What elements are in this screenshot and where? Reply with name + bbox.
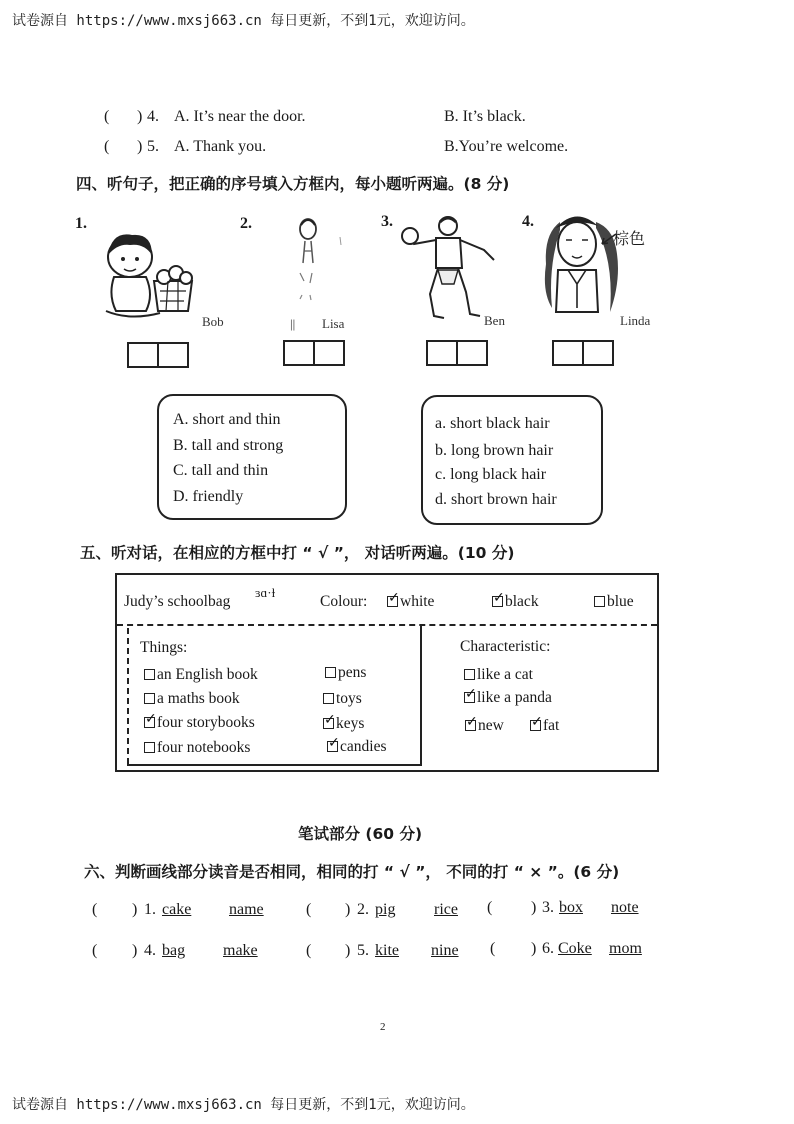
footer-text: 试卷源自 https://www.mxsj663.cn 每日更新，不到1元，欢迎访问。 [12, 1097, 475, 1113]
part5-title: 五、听对话，在相应的方框中打 “ √ ”， 对话听两遍。(10 分) [80, 544, 515, 562]
answer-paren-open: ( [487, 899, 493, 916]
answer-box-pair-2[interactable] [283, 340, 345, 366]
header-text: 试卷源自 https://www.mxsj663.cn 每日更新，不到1元，欢迎访问。 [12, 13, 475, 29]
answer-paren-open: ( [104, 138, 110, 155]
checkbox-label: four notebooks [157, 739, 251, 756]
checkbox-label: a maths book [157, 690, 240, 707]
option-item: c. long black hair [435, 466, 547, 483]
answer-paren-open: ( [490, 940, 496, 957]
hair-options-box [421, 395, 603, 525]
checkbox[interactable] [465, 720, 476, 731]
option-item: B. tall and strong [173, 436, 284, 454]
ben-picture [400, 212, 500, 327]
question-number: 1. [144, 901, 156, 918]
word: bag [162, 942, 186, 959]
checkbox-label: blue [607, 593, 634, 610]
option-item: D. friendly [173, 487, 244, 505]
checkbox[interactable] [387, 596, 398, 607]
part6-title: 六、判断画线部分读音是否相同，相同的打 “ √ ”， 不同的打 “ × ”。(6 分) [84, 863, 620, 881]
thing-notebooks[interactable] [144, 739, 250, 757]
checkbox[interactable] [327, 741, 338, 752]
checkbox-label: pens [338, 664, 367, 681]
answer-box[interactable] [426, 340, 458, 366]
characteristic-label: Characteristic: [460, 638, 551, 655]
question-number: 5. [147, 138, 159, 155]
colour-label: Colour: [320, 593, 368, 610]
option-item: C. tall and thin [173, 462, 269, 479]
checkbox-label: keys [336, 715, 365, 732]
checkbox-label: black [505, 593, 539, 610]
word: cake [162, 901, 192, 918]
bob-picture [100, 225, 210, 325]
answer-box-pair-4[interactable] [552, 340, 614, 366]
char-like-cat[interactable] [464, 666, 533, 684]
checkbox-label: white [400, 593, 435, 610]
bob-label: Bob [202, 314, 224, 329]
answer-box[interactable] [313, 340, 345, 366]
lisa-picture [288, 215, 348, 325]
checkbox-label: four storybooks [157, 714, 255, 731]
body-options-box [157, 394, 347, 520]
answer-paren-close: ) [132, 942, 138, 959]
option-a: A. It’s near the door. [174, 108, 306, 125]
checkbox[interactable] [492, 596, 503, 607]
page-number: 2 [380, 1021, 386, 1033]
thing-english-book[interactable] [144, 666, 258, 684]
checkbox[interactable] [530, 720, 541, 731]
answer-paren-close: ) [132, 901, 138, 918]
word: box [559, 899, 583, 916]
word: rice [434, 901, 458, 918]
answer-box[interactable] [127, 342, 159, 368]
linda-hair-note: 棕色 [613, 231, 646, 248]
char-fat[interactable] [530, 717, 559, 735]
item-number: 2. [240, 215, 252, 232]
checkbox[interactable] [594, 596, 605, 607]
answer-paren-close: ) [137, 108, 143, 125]
checkbox-label: toys [336, 690, 362, 707]
option-b: B.You’re welcome. [444, 138, 569, 155]
word: make [223, 942, 258, 959]
item-number: 4. [522, 213, 534, 230]
question-number: 4. [144, 942, 156, 959]
option-item: d. short brown hair [435, 491, 557, 508]
checkbox[interactable] [464, 692, 475, 703]
things-box-left-edge [127, 628, 129, 764]
thing-keys[interactable] [323, 715, 364, 733]
word: nine [431, 942, 459, 959]
question-number: 2. [357, 901, 369, 918]
answer-paren-open: ( [104, 108, 110, 125]
word: Coke [558, 940, 592, 957]
option-a: A. Thank you. [174, 138, 267, 155]
word: pig [375, 901, 396, 918]
answer-paren-close: ) [345, 942, 351, 959]
answer-paren-open: ( [306, 942, 312, 959]
answer-box-pair-3[interactable] [426, 340, 488, 366]
thing-maths-book[interactable] [144, 690, 240, 708]
checkbox-label: an English book [157, 666, 258, 683]
item-number: 1. [75, 215, 87, 232]
answer-paren-open: ( [92, 942, 98, 959]
checkbox[interactable] [144, 669, 155, 680]
option-item: a. short black hair [435, 415, 550, 432]
word: name [229, 901, 264, 918]
checkbox[interactable] [464, 669, 475, 680]
answer-box[interactable] [456, 340, 488, 366]
answer-paren-open: ( [92, 901, 98, 918]
written-part-title: 笔试部分 (60 分) [298, 825, 423, 843]
answer-box[interactable] [582, 340, 614, 366]
answer-paren-close: ) [531, 940, 537, 957]
colour-black[interactable] [492, 593, 539, 611]
answer-paren-close: ) [137, 138, 143, 155]
option-b: B. It’s black. [444, 108, 526, 125]
thing-storybooks[interactable] [144, 714, 255, 732]
bag-label: Judy’s schoolbag [124, 593, 231, 610]
answer-paren-close: ) [531, 899, 537, 916]
ben-label: Ben [484, 313, 505, 328]
thing-toys[interactable] [323, 690, 362, 708]
decorative-mark: || [290, 316, 296, 331]
lisa-label: Lisa [322, 316, 345, 331]
word: note [611, 899, 639, 916]
checkbox-label: like a panda [477, 689, 552, 706]
colour-white[interactable] [387, 593, 434, 611]
checkbox-label: fat [543, 717, 560, 734]
answer-paren-open: ( [306, 901, 312, 918]
answer-box-pair-1[interactable] [127, 342, 189, 368]
checkbox-label: like a cat [477, 666, 533, 683]
checkbox[interactable] [144, 742, 155, 753]
checkbox[interactable] [323, 693, 334, 704]
char-like-panda[interactable] [464, 689, 552, 707]
checkbox[interactable] [144, 717, 155, 728]
question-number: 5. [357, 942, 369, 959]
linda-label: Linda [620, 313, 651, 328]
question-number: 6. [542, 940, 554, 957]
colour-blue[interactable] [594, 593, 634, 611]
checkbox-label: candies [340, 738, 387, 755]
answer-box[interactable] [552, 340, 584, 366]
checkbox[interactable] [144, 693, 155, 704]
word: kite [375, 942, 399, 959]
checkbox[interactable] [325, 667, 336, 678]
answer-box[interactable] [157, 342, 189, 368]
checkbox-label: new [478, 717, 504, 734]
item-number: 3. [381, 213, 393, 230]
thing-pens[interactable] [325, 664, 366, 682]
checkbox[interactable] [323, 718, 334, 729]
question-number: 3. [542, 899, 554, 916]
option-item: b. long brown hair [435, 442, 554, 459]
things-label: Things: [140, 639, 188, 656]
char-new[interactable] [465, 717, 504, 735]
thing-candies[interactable] [327, 738, 386, 756]
answer-paren-close: ) [345, 901, 351, 918]
word: mom [609, 940, 642, 957]
part4-title: 四、听句子，把正确的序号填入方框内，每小题听两遍。(8 分) [76, 175, 510, 193]
answer-box[interactable] [283, 340, 315, 366]
question-number: 4. [147, 108, 159, 125]
scribble: ɜɑ·ɫ [255, 585, 276, 600]
linda-picture [538, 208, 618, 323]
option-item: A. short and thin [173, 411, 281, 428]
